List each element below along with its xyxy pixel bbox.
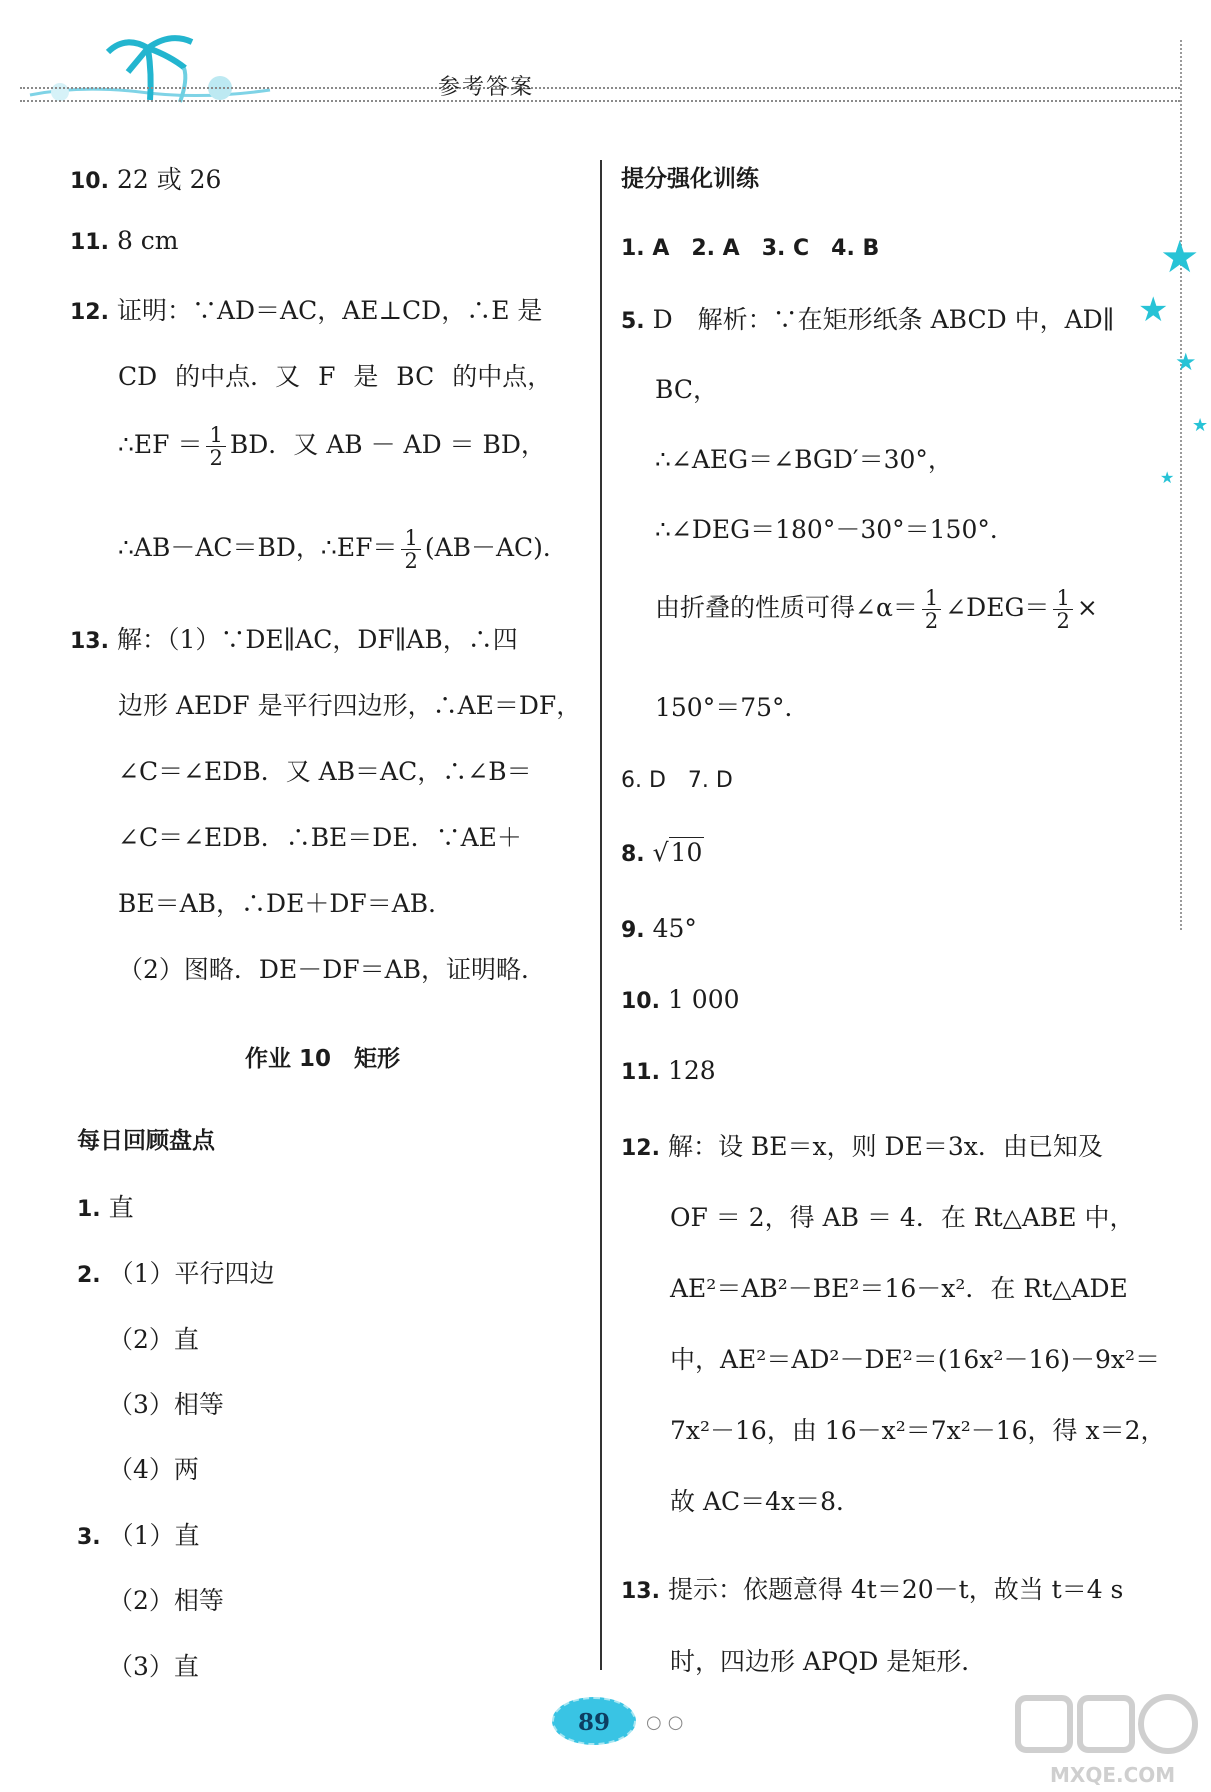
daily-answer-1: 1. 直 (77, 1193, 134, 1222)
answer-11: 11. 8 cm (70, 226, 179, 255)
answer-8: 8. √10 (621, 838, 703, 867)
watermark-logo (1010, 1690, 1205, 1790)
star-icon: ★ (1160, 468, 1175, 487)
fraction-half: $\frac{1}{2}$ (401, 527, 420, 572)
page-number: 89 (552, 1697, 636, 1745)
palm-tree-logo (20, 30, 290, 110)
decorative-circles: ○○ (646, 1712, 690, 1733)
fraction-half: $\frac{1}{2}$ (206, 424, 225, 469)
right-margin-dotted-line (1180, 40, 1182, 930)
star-icon: ★ (1138, 290, 1169, 330)
header-dotted-line-top (20, 87, 1180, 89)
section-daily-review: 每日回顾盘点 (77, 1128, 215, 1154)
answer-9: 9. 45° (621, 914, 697, 943)
homework-title: 作业 10 矩形 (245, 1046, 401, 1072)
answers-1-4: 1. A 2. A 3. C 4. B (621, 236, 880, 261)
watermark-site: MXQE.COM (1050, 1763, 1176, 1787)
answer-10-right: 10. 1 000 (621, 985, 740, 1014)
page-header-title: 参考答案 (438, 75, 535, 100)
header-dotted-line-bottom (20, 100, 1180, 102)
star-icon: ★ (1175, 348, 1197, 376)
sqrt-icon: √ (652, 838, 669, 867)
column-divider (600, 160, 602, 1670)
star-icon: ★ (1192, 415, 1209, 436)
answer-10: 10. 22 或 26 (70, 165, 222, 194)
answers-6-7: 6. D 7. D (621, 768, 733, 793)
fraction-half: $\frac{1}{2}$ (922, 587, 941, 632)
fraction-half: $\frac{1}{2}$ (1053, 587, 1072, 632)
section-improvement-training: 提分强化训练 (621, 166, 759, 192)
star-icon: ★ (1160, 232, 1200, 283)
answer-11-right: 11. 128 (621, 1056, 716, 1085)
